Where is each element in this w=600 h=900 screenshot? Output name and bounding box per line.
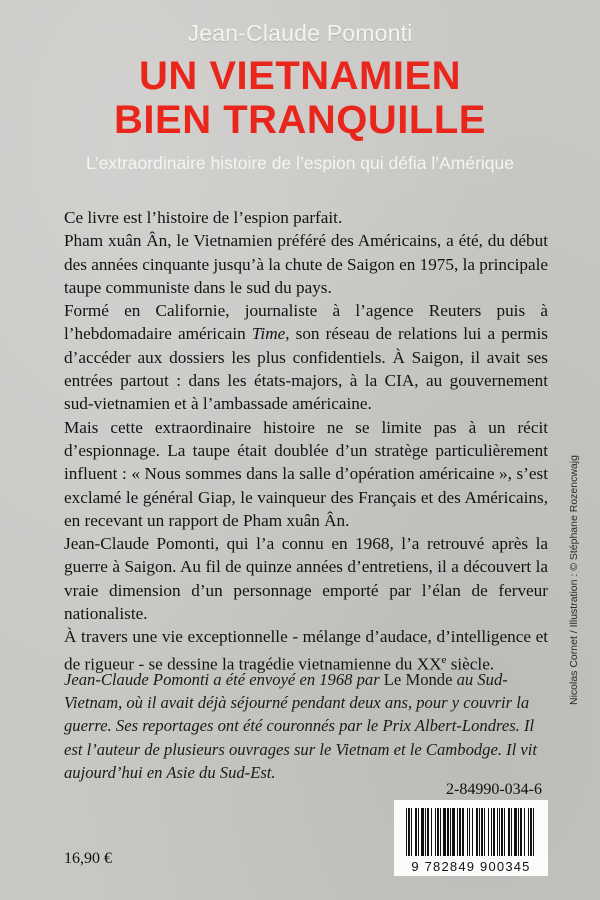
book-title-line1: UN VIETNAMIEN [138,54,462,98]
blurb-p6-end: siècle. [446,654,495,674]
author-name: Jean-Claude Pomonti [187,20,413,46]
bio-end: au Sud-Vietnam, où il avait déjà séjourné pendant deux ans, pour y couvrir la guerre. Ses reportages ont été couronnés par le Prix Albert-Londres. Il est l’auteur de plusieurs ouvrages sur le Vietnam et le Cambodge. Il vit aujourd’hui en Asie du Sud-Est. [64,670,537,782]
time-magazine-name: Time [251,324,286,344]
isbn: 2-84990-034-6 [446,781,542,798]
blurb-paragraph-3 [64,299,548,415]
blurb-p3-end: , son réseau de relations lui a permis d’accéder aux dossiers les plus confidentiels. À Saigon, il avait ses entrées partout : dans les états-majors, à la CIA, au gouvernement sud-vietnamien et à l’ambassade américaine. [64,324,548,414]
blurb-text [64,206,548,676]
barcode [394,800,548,876]
bio-start: Jean-Claude Pomonti a été envoyé en 1968 par [64,670,384,689]
century-superscript: e [441,653,447,666]
le-monde-name: Le Monde [383,670,453,689]
blurb-paragraph-5: Jean-Claude Pomonti, qui l’a connu en 1968, l’a retrouvé après la guerre à Saigon. Au fil de quinze années d’entretiens, il a découvert la vraie dimension d’un personnage emporté par l’élan de ferveur nationaliste. [64,534,548,624]
author-bio [64,668,548,784]
blurb-paragraph-1: Ce livre est l’histoire de l’espion parfait. [64,208,343,227]
blurb-paragraph-4: Mais cette extraordinaire histoire ne se limite pas à un récit d’espionnage. La taupe était doublée d’un stratège particulièrement influent : « Nous sommes dans la salle d’opération américaine », s’est exclamé le général Giap, le vainqueur des Français et des Américains, en recevant un rapport de Pham xuân Ân. [64,417,548,530]
author-bio-paragraph [64,668,548,784]
blurb-p6-start: À travers une vie exceptionnelle - mélange d’audace, d’intelligence et de rigueur - se dessine la tragédie vietnamienne du XX [64,627,548,674]
illustration-credit: Nicolas Cornet / Illustration : © Stéphane Rozencwajg [568,455,580,705]
price: 16,90 € [64,850,112,867]
book-subtitle: L’extraordinaire histoire de l’espion qui défia l’Amérique [85,153,515,173]
blurb-p3-start: Formé en Californie, journaliste à l’agence Reuters puis à l’hebdomadaire américain [64,301,548,344]
barcode-bars [406,808,536,856]
book-title-line2: BIEN TRANQUILLE [114,98,486,142]
blurb-paragraph-2: Pham xuân Ân, le Vietnamien préféré des Américains, a été, du début des années cinquante jusqu’à la chute de Saigon en 1975, la principale taupe communiste dans le sud du pays. [64,231,548,297]
barcode-number: 9 782849 900345 [411,859,531,874]
